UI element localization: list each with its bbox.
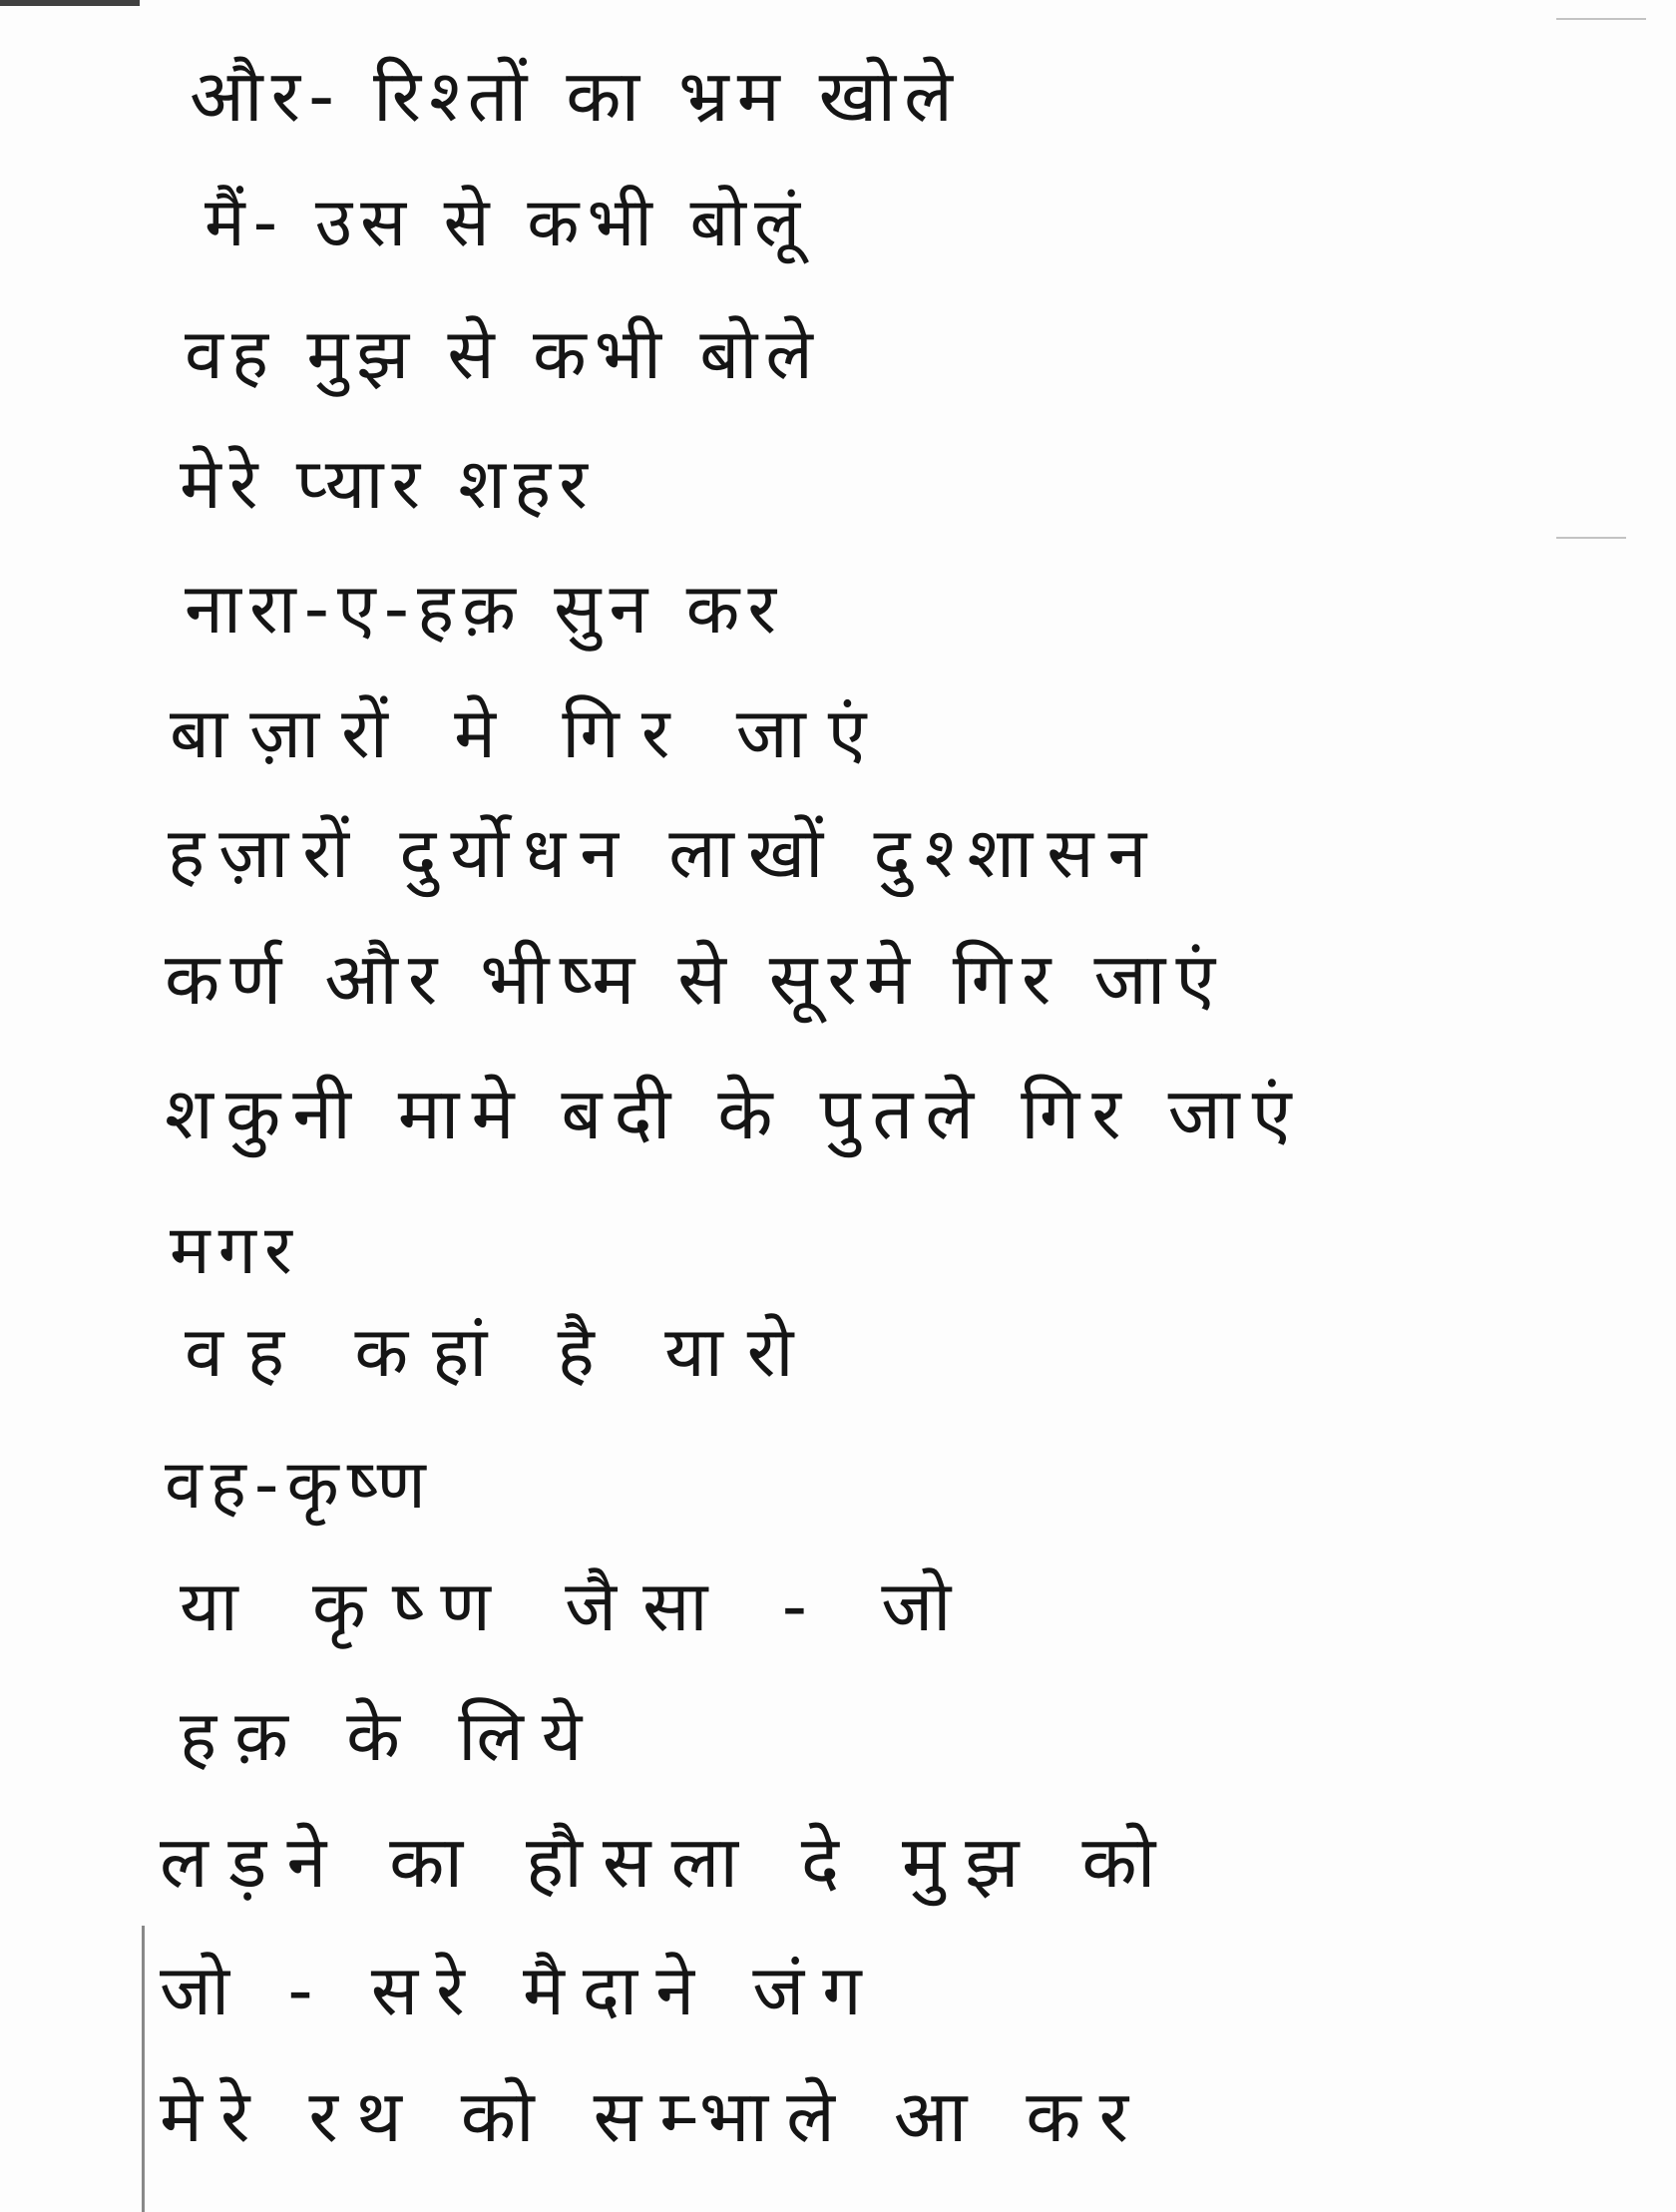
poem-line-4: मेरे प्यार शहर [180,443,596,525]
poem-line-2: मैं- उस से कभी बोलूं [205,184,809,262]
poem-line-5: नारा-ए-हक़ सुन कर [185,568,784,650]
stray-dash [1556,537,1626,539]
poem-line-15: लड़ने का हौसला दे मुझ को [160,1820,1176,1904]
stray-dash [1556,18,1646,20]
poem-line-9: शकुनी मामे बदी के पुतले गिर जाएं [165,1072,1304,1155]
poem-line-7: हज़ारों दुर्योधन लाखों दुश्शासन [168,812,1161,894]
poem-line-17: मेरे रथ को सम्भाले आ कर [160,2074,1147,2158]
poem-line-13: या कृष्ण जैसा - जो [180,1565,978,1647]
poem-line-10: मगर [170,1211,300,1290]
poem-line-14: हक़ के लिये [180,1695,601,1777]
poem-line-3: वह मुझ से कभी बोले [185,313,821,395]
poem-line-12: वह-कृष्ण [165,1446,434,1525]
margin-line [142,1926,145,2212]
poem-line-16: जो - सरे मैदाने जंग [160,1950,880,2031]
poem-line-8: कर्ण और भीष्म से सूरमे गिर जाएं [165,937,1226,1021]
poem-line-6: बाज़ारों मे गिर जाएं [170,692,889,774]
poem-line-1: और- रिश्तों का भ्रम खोले [190,54,961,138]
poem-line-11: वह कहां है यारो [185,1311,818,1393]
corner-ink-mark [0,0,140,6]
